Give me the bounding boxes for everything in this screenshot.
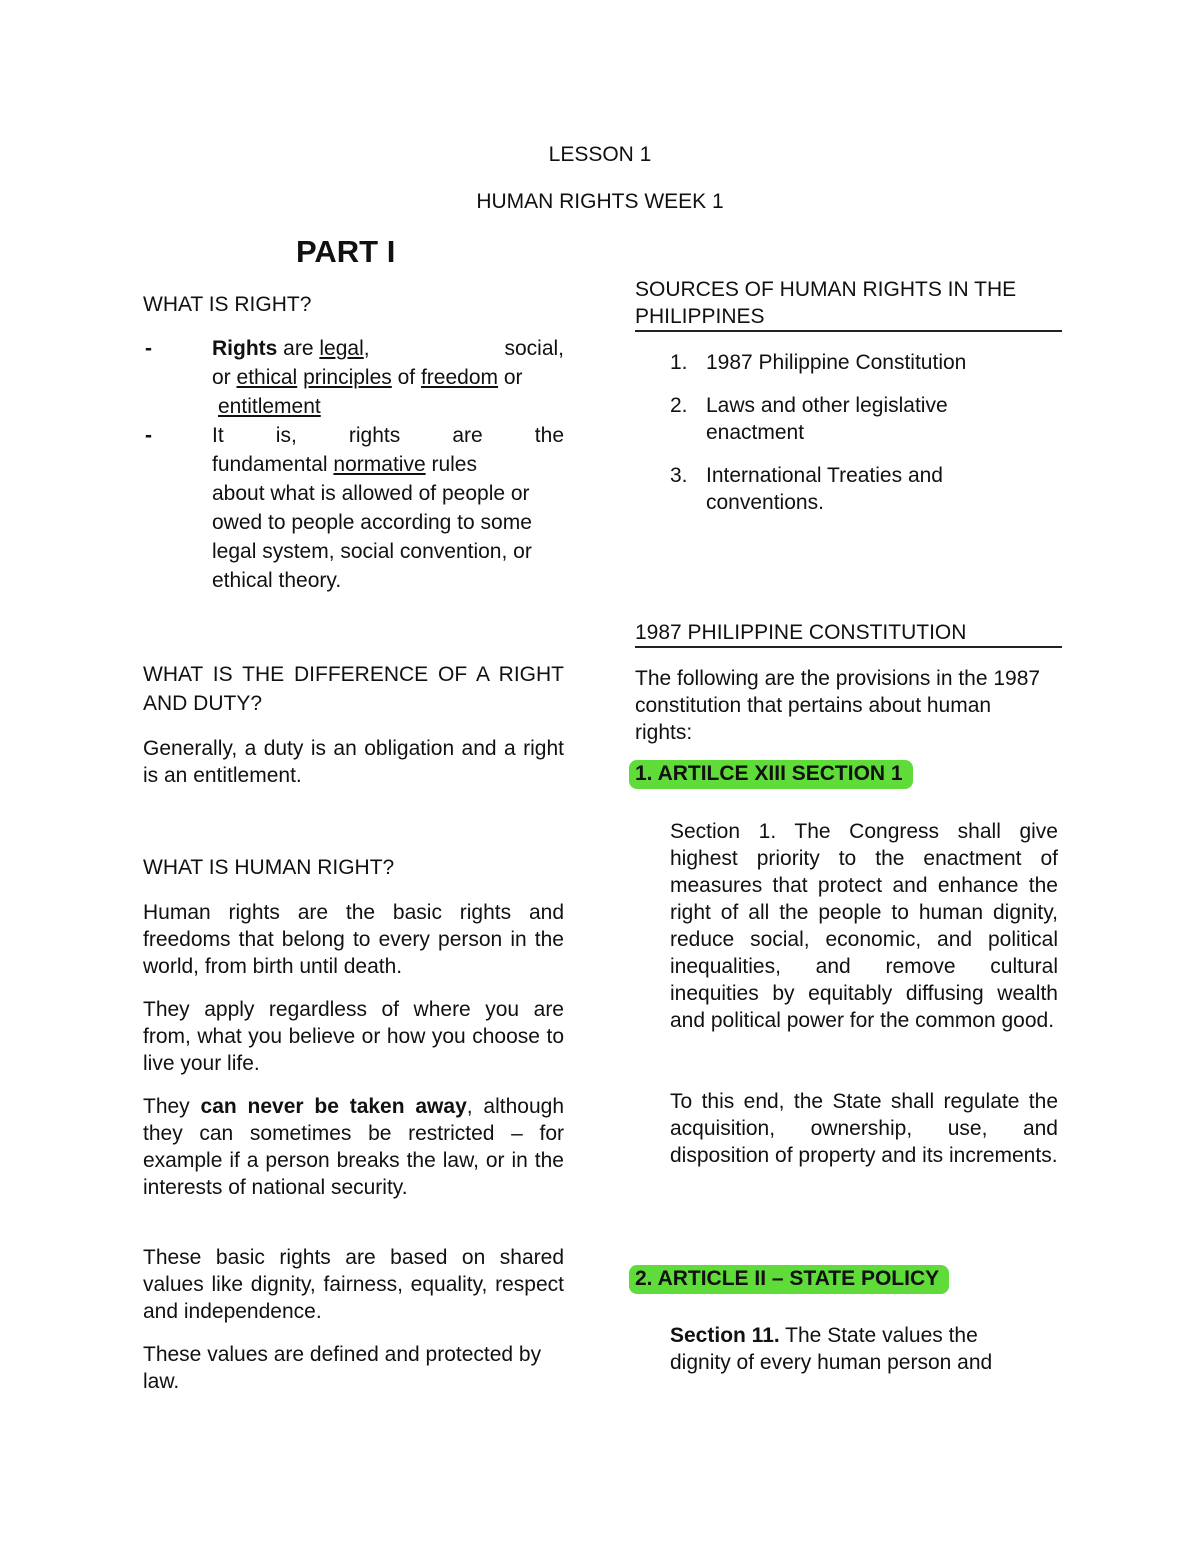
sources-list	[670, 349, 1010, 516]
article-xiii-paragraph2: To this end, the State shall regulate the acquisition, ownership, use, and disposition of property and its increments.	[670, 1090, 1058, 1167]
article-xiii-label: 1. ARTILCE XIII SECTION 1	[629, 760, 913, 789]
article-ii-label: 2. ARTICLE II – STATE POLICY	[629, 1265, 949, 1294]
bullet-dash: -	[145, 424, 152, 447]
human-right-heading: WHAT IS HUMAN RIGHT?	[143, 856, 395, 879]
difference-heading: WHAT IS THE DIFFERENCE OF A RIGHT AND DUTY?	[143, 663, 564, 715]
human-right-p1: Human rights are the basic rights and freedoms that belong to every person in the world, from birth until death.	[143, 901, 564, 978]
list-item: 2. Laws and other legislative enactment	[670, 394, 948, 444]
article-ii-section11: Section 11. The State values the dignity of every human person and	[670, 1324, 993, 1374]
human-right-p5: These values are defined and protected by law.	[143, 1343, 542, 1393]
list-item: - It is, rights are the fundamental normative rules about what is allowed of people or owed to people according to some legal system, social convention, or ethical theory.	[143, 421, 564, 595]
human-right-p3: They can never be taken away, although they can sometimes be restricted – for example if a person breaks the law, or in the interests of national security.	[143, 1095, 564, 1199]
bullet-dash: -	[145, 337, 152, 360]
article-xiii-section1: Section 1. The Congress shall give highest priority to the enactment of measures that protect and enhance the right of all the people to human dignity, reduce social, economic, and political inequalities, and remove cultural inequities by equitably diffusing wealth and political power for the common good.	[670, 820, 1058, 1032]
human-right-p4: These basic rights are based on shared values like dignity, fairness, equality, respect and independence.	[143, 1246, 564, 1323]
list-item: - Rights are legal, social, or ethical principles of freedom or entitlement	[143, 334, 564, 421]
lesson-title: LESSON 1	[548, 143, 652, 166]
rights-term: Rights	[212, 337, 278, 360]
right-definition-list	[143, 334, 564, 595]
legal-term: legal	[319, 337, 364, 360]
difference-body: Generally, a duty is an obligation and a right is an entitlement.	[143, 737, 564, 787]
week-title: HUMAN RIGHTS WEEK 1	[476, 190, 724, 213]
list-item: 1. 1987 Philippine Constitution	[670, 351, 967, 374]
list-item: 3. International Treaties and conventions.	[670, 464, 943, 514]
what-is-right-heading: WHAT IS RIGHT?	[143, 293, 312, 316]
part-title: PART I	[296, 234, 396, 269]
constitution-intro: The following are the provisions in the 1987 constitution that pertains about human rights:	[635, 667, 1041, 744]
sources-heading: SOURCES OF HUMAN RIGHTS IN THE PHILIPPINES	[635, 276, 1062, 332]
constitution-heading: 1987 PHILIPPINE CONSTITUTION	[635, 619, 1062, 648]
human-right-p2: They apply regardless of where you are from, what you believe or how you choose to live your life.	[143, 998, 564, 1075]
